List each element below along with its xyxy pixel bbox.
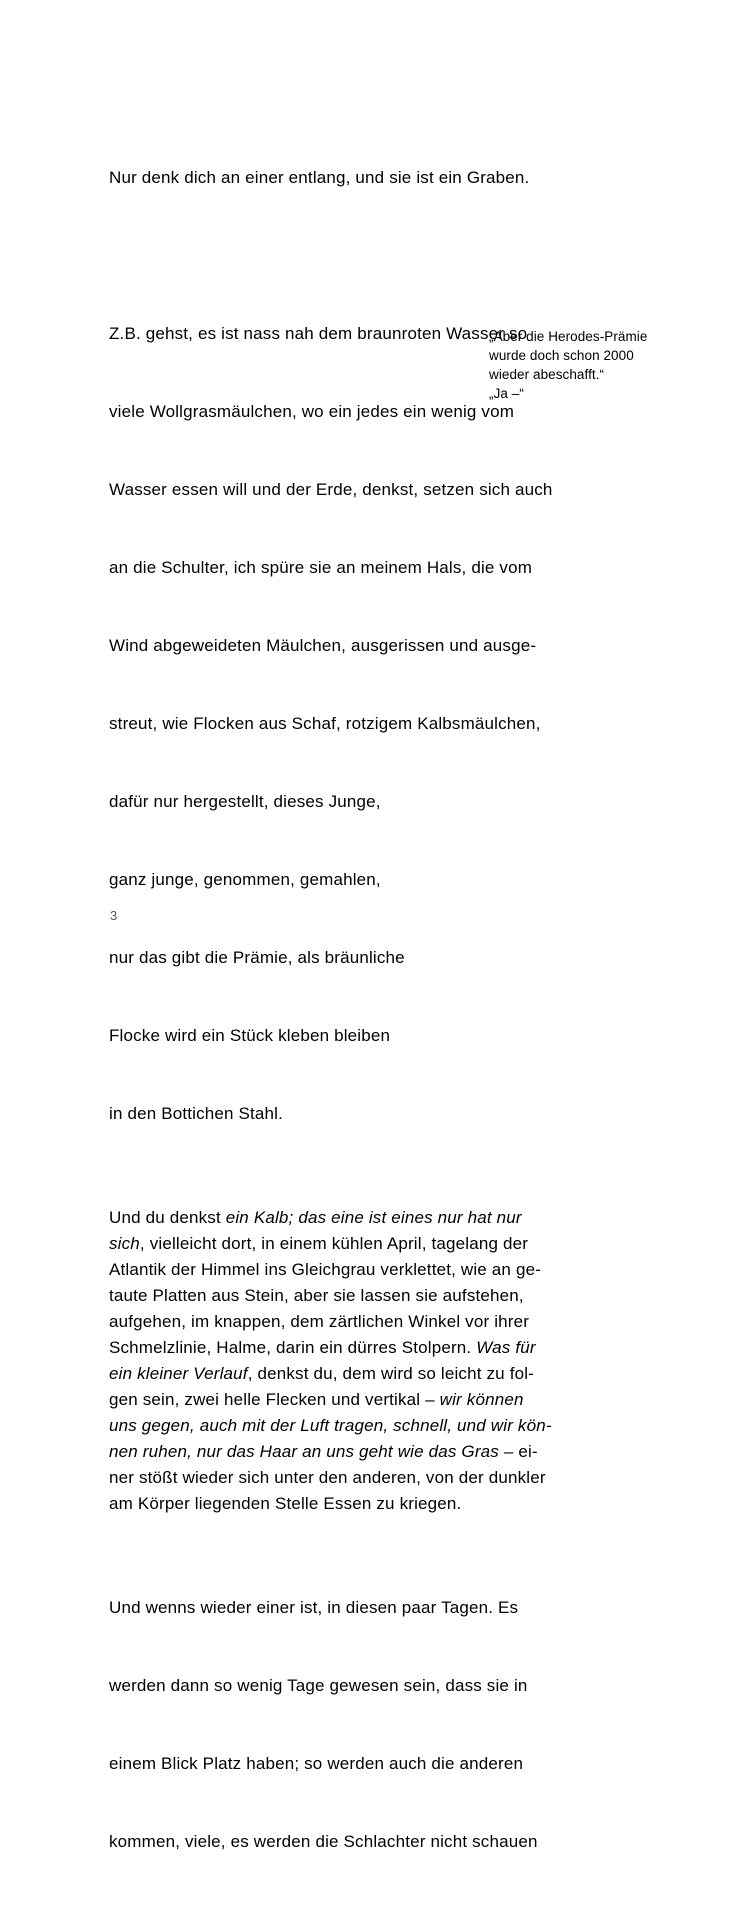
- inset-note-annotation: [489, 327, 709, 403]
- text-run: am Körper liegenden Stelle Essen zu kriegen.: [109, 1494, 462, 1513]
- text-line: [109, 1361, 631, 1387]
- italic-run: ein kleiner Verlauf: [109, 1364, 248, 1383]
- text-line: an die Schulter, ich spüre sie an meinem Hals, die vom: [109, 558, 533, 577]
- italic-run: ein Kalb; das eine ist eines nur hat nur: [225, 1208, 522, 1227]
- text-run: Schmelzlinie, Halme, darin ein dürres Stolpern.: [109, 1338, 477, 1357]
- italic-run: uns gegen, auch mit der Luft tragen, schnell, und wir kön-: [109, 1416, 552, 1435]
- text-line: [109, 1465, 631, 1491]
- text-line: Und wenns wieder einer ist, in diesen paar Tagen. Es: [109, 1598, 519, 1617]
- text-run: aufgehen, im knappen, dem zärtlichen Winkel vor ihrer: [109, 1312, 530, 1331]
- text-line: nur das gibt die Prämie, als bräunliche: [109, 948, 405, 967]
- text-run: Und du denkst: [109, 1208, 226, 1227]
- paragraph-3: [109, 1205, 631, 1517]
- text-line: Wind abgeweideten Mäulchen, ausgerissen und ausge-: [109, 636, 537, 655]
- text-line: werden dann so wenig Tage gewesen sein, dass sie in: [109, 1676, 528, 1695]
- text-line: kommen, viele, es werden die Schlachter nicht schauen: [109, 1832, 538, 1851]
- inset-note-line: wurde doch schon 2000: [489, 348, 634, 363]
- italic-run: wir können: [439, 1390, 524, 1409]
- paragraph-4: [109, 1543, 631, 1907]
- inset-note-line: „Aber die Herodes-Prämie: [489, 329, 648, 344]
- text-line: [109, 1231, 631, 1257]
- text-line: Wasser essen will und der Erde, denkst, setzen sich auch: [109, 480, 553, 499]
- text-line: ganz junge, genommen, gemahlen,: [109, 870, 381, 889]
- paragraph-2: [109, 269, 631, 1179]
- text-line: [109, 1439, 631, 1465]
- text-run: taute Platten aus Stein, aber sie lassen sie aufstehen,: [109, 1286, 524, 1305]
- text-line: viele Wollgrasmäulchen, wo ein jedes ein wenig vom: [109, 402, 515, 421]
- text-line: [109, 1335, 631, 1361]
- text-line: Nur denk dich an einer entlang, und sie ist ein Graben.: [109, 168, 530, 187]
- text-line: [109, 1387, 631, 1413]
- text-run: Atlantik der Himmel ins Gleichgrau verklettet, wie an ge-: [109, 1260, 542, 1279]
- italic-run: Was für: [476, 1338, 536, 1357]
- text-run: gen sein, zwei helle Flecken und vertikal –: [109, 1390, 440, 1409]
- text-line: einem Blick Platz haben; so werden auch die anderen: [109, 1754, 524, 1773]
- inset-note-line: wieder abeschafft.“: [489, 367, 605, 382]
- text-line: in den Bottichen Stahl.: [109, 1104, 284, 1123]
- text-run: , vielleicht dort, in einem kühlen April, tagelang der: [139, 1234, 529, 1253]
- paragraph-1: [109, 113, 631, 243]
- text-line: [109, 1309, 631, 1335]
- text-line: [109, 1257, 631, 1283]
- text-run: ner stößt wieder sich unter den anderen, von der dunkler: [109, 1468, 546, 1487]
- text-line: Z.B. gehst, es ist nass nah dem braunroten Wasser so: [109, 324, 528, 343]
- inset-note-line: „Ja –“: [489, 386, 524, 401]
- text-run: – ei-: [498, 1442, 538, 1461]
- text-line: [109, 1491, 631, 1517]
- italic-run: nen ruhen, nur das Haar an uns geht wie das Gras: [109, 1442, 499, 1461]
- text-line: Flocke wird ein Stück kleben bleiben: [109, 1026, 391, 1045]
- text-line: [109, 1283, 631, 1309]
- text-line: streut, wie Flocken aus Schaf, rotzigem Kalbsmäulchen,: [109, 714, 541, 733]
- text-run: , denkst du, dem wird so leicht zu fol-: [247, 1364, 534, 1383]
- page-number: 3: [110, 908, 118, 923]
- text-line: [109, 1205, 631, 1231]
- text-line: [109, 1413, 631, 1439]
- text-line: dafür nur hergestellt, dieses Junge,: [109, 792, 381, 811]
- italic-run: sich: [109, 1234, 140, 1253]
